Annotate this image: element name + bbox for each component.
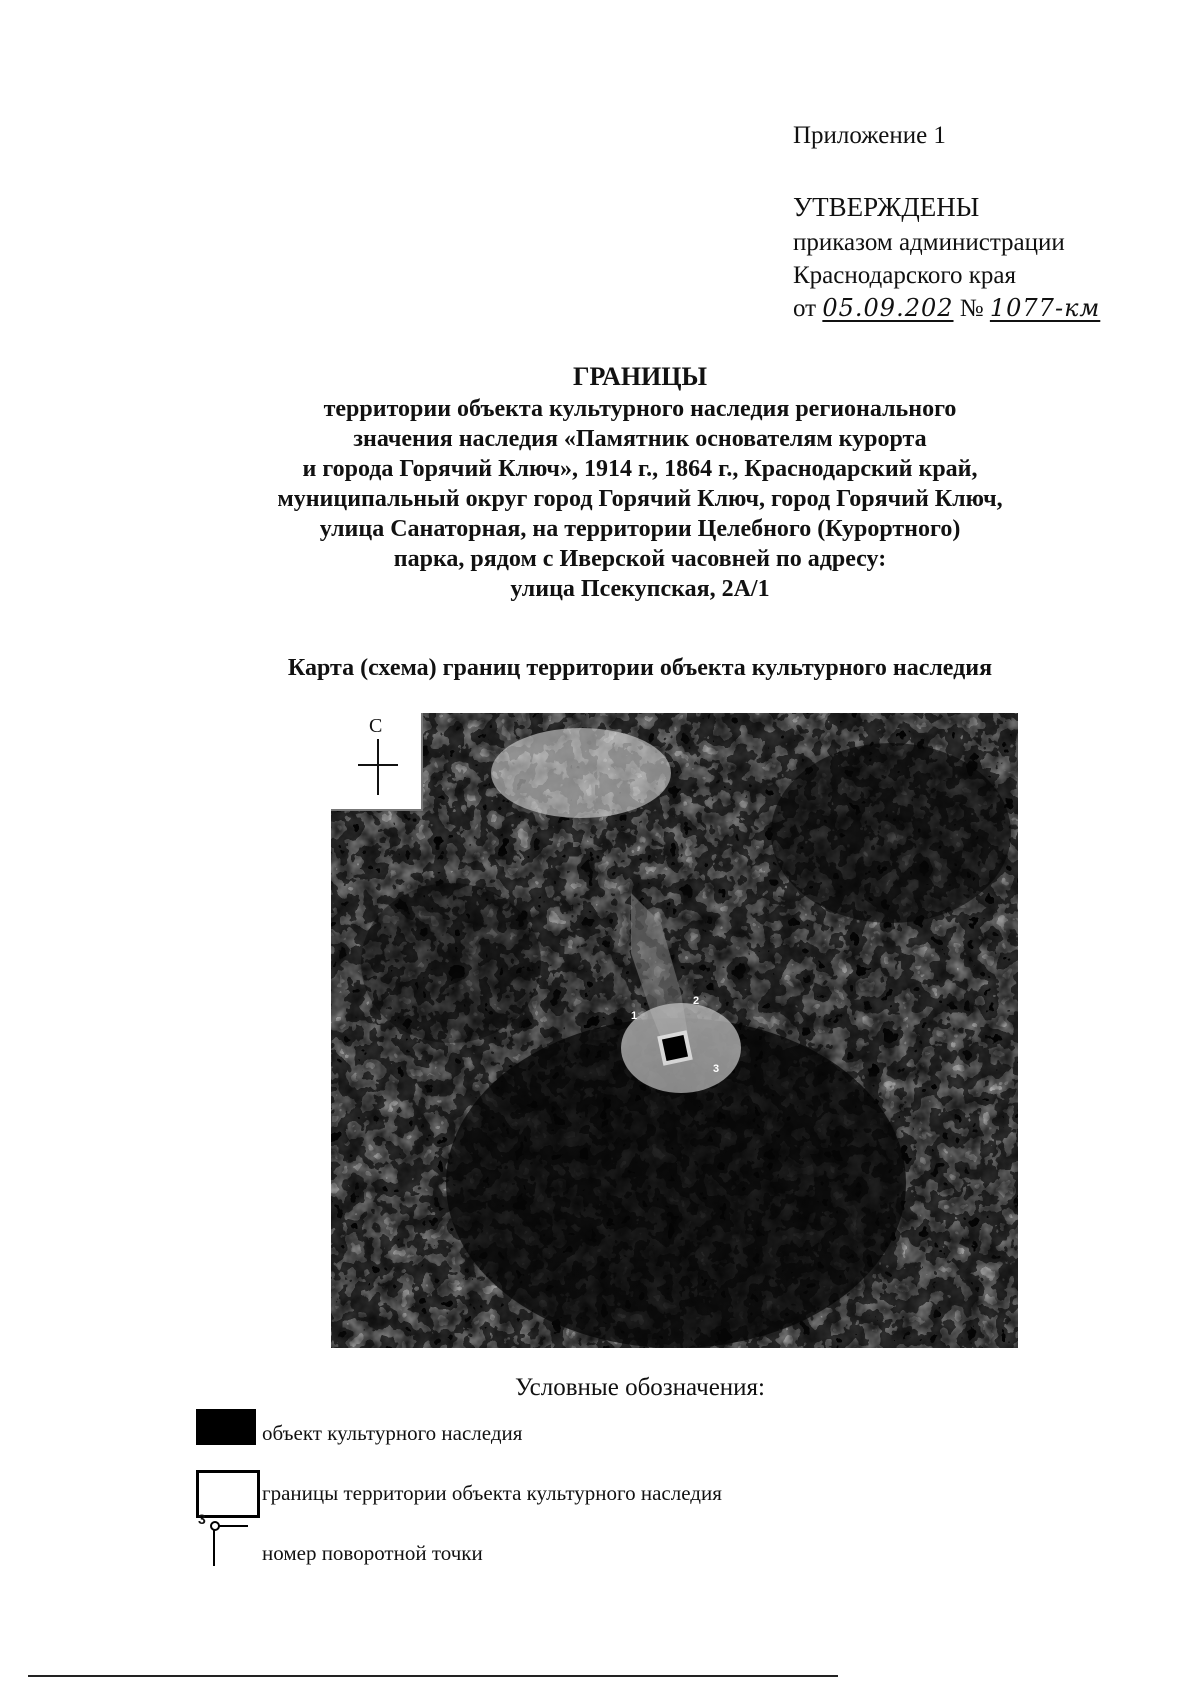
handwritten-number: 1077-км [989, 294, 1101, 322]
number-sign: № [959, 295, 984, 322]
legend-title: Условные обозначения: [514, 1374, 766, 1401]
compass-cross-icon [358, 764, 398, 766]
title-line: значения наследия «Памятник основателям курорта [353, 426, 927, 452]
bottom-rule-divider [28, 1675, 838, 1677]
point-leader-icon [213, 1530, 215, 1566]
title-main: ГРАНИЦЫ [572, 362, 708, 391]
compass-needle-icon [377, 739, 379, 795]
turning-point-label: 2 [693, 995, 700, 1007]
north-letter: С [369, 715, 383, 737]
region-label: Краснодарского края [793, 262, 1016, 289]
north-compass [331, 713, 423, 811]
title-line: муниципальный округ город Горячий Ключ, город Горячий Ключ, [277, 486, 1003, 512]
turning-point-label: 1 [631, 1010, 638, 1022]
point-sample-number: 3 [198, 1511, 206, 1527]
appendix-label: Приложение 1 [793, 122, 946, 149]
satellite-map [331, 713, 1018, 1348]
legend-item-turning-point: номер поворотной точки [262, 1541, 483, 1565]
title-line: территории объекта культурного наследия регионального [323, 396, 957, 422]
title-line: улица Санаторная, на территории Целебного (Курортного) [319, 516, 961, 542]
point-line-icon [218, 1525, 248, 1527]
turning-point-label: 3 [713, 1063, 720, 1075]
map-caption: Карта (схема) границ территории объекта культурного наследия [287, 655, 993, 681]
satellite-imagery [331, 713, 1018, 1348]
title-line: и города Горячий Ключ», 1914 г., 1864 г., Краснодарский край, [302, 456, 978, 482]
approved-label: УТВЕРЖДЕНЫ [793, 192, 980, 222]
turning-point-symbol-icon [196, 1511, 256, 1571]
legend-item-territory-boundary: границы территории объекта культурного наследия [262, 1481, 722, 1505]
by-order-label: приказом администрации [793, 229, 1065, 256]
order-date-line [793, 293, 1100, 324]
title-line: улица Псекупская, 2А/1 [510, 576, 770, 602]
document-title [180, 362, 1100, 604]
date-prefix: от [793, 295, 817, 322]
title-line: парка, рядом с Иверской часовней по адресу: [393, 546, 887, 572]
legend-item-heritage-object: объект культурного наследия [262, 1421, 523, 1445]
handwritten-date: 05.09.202 [822, 294, 954, 322]
heritage-object-swatch [196, 1409, 256, 1445]
